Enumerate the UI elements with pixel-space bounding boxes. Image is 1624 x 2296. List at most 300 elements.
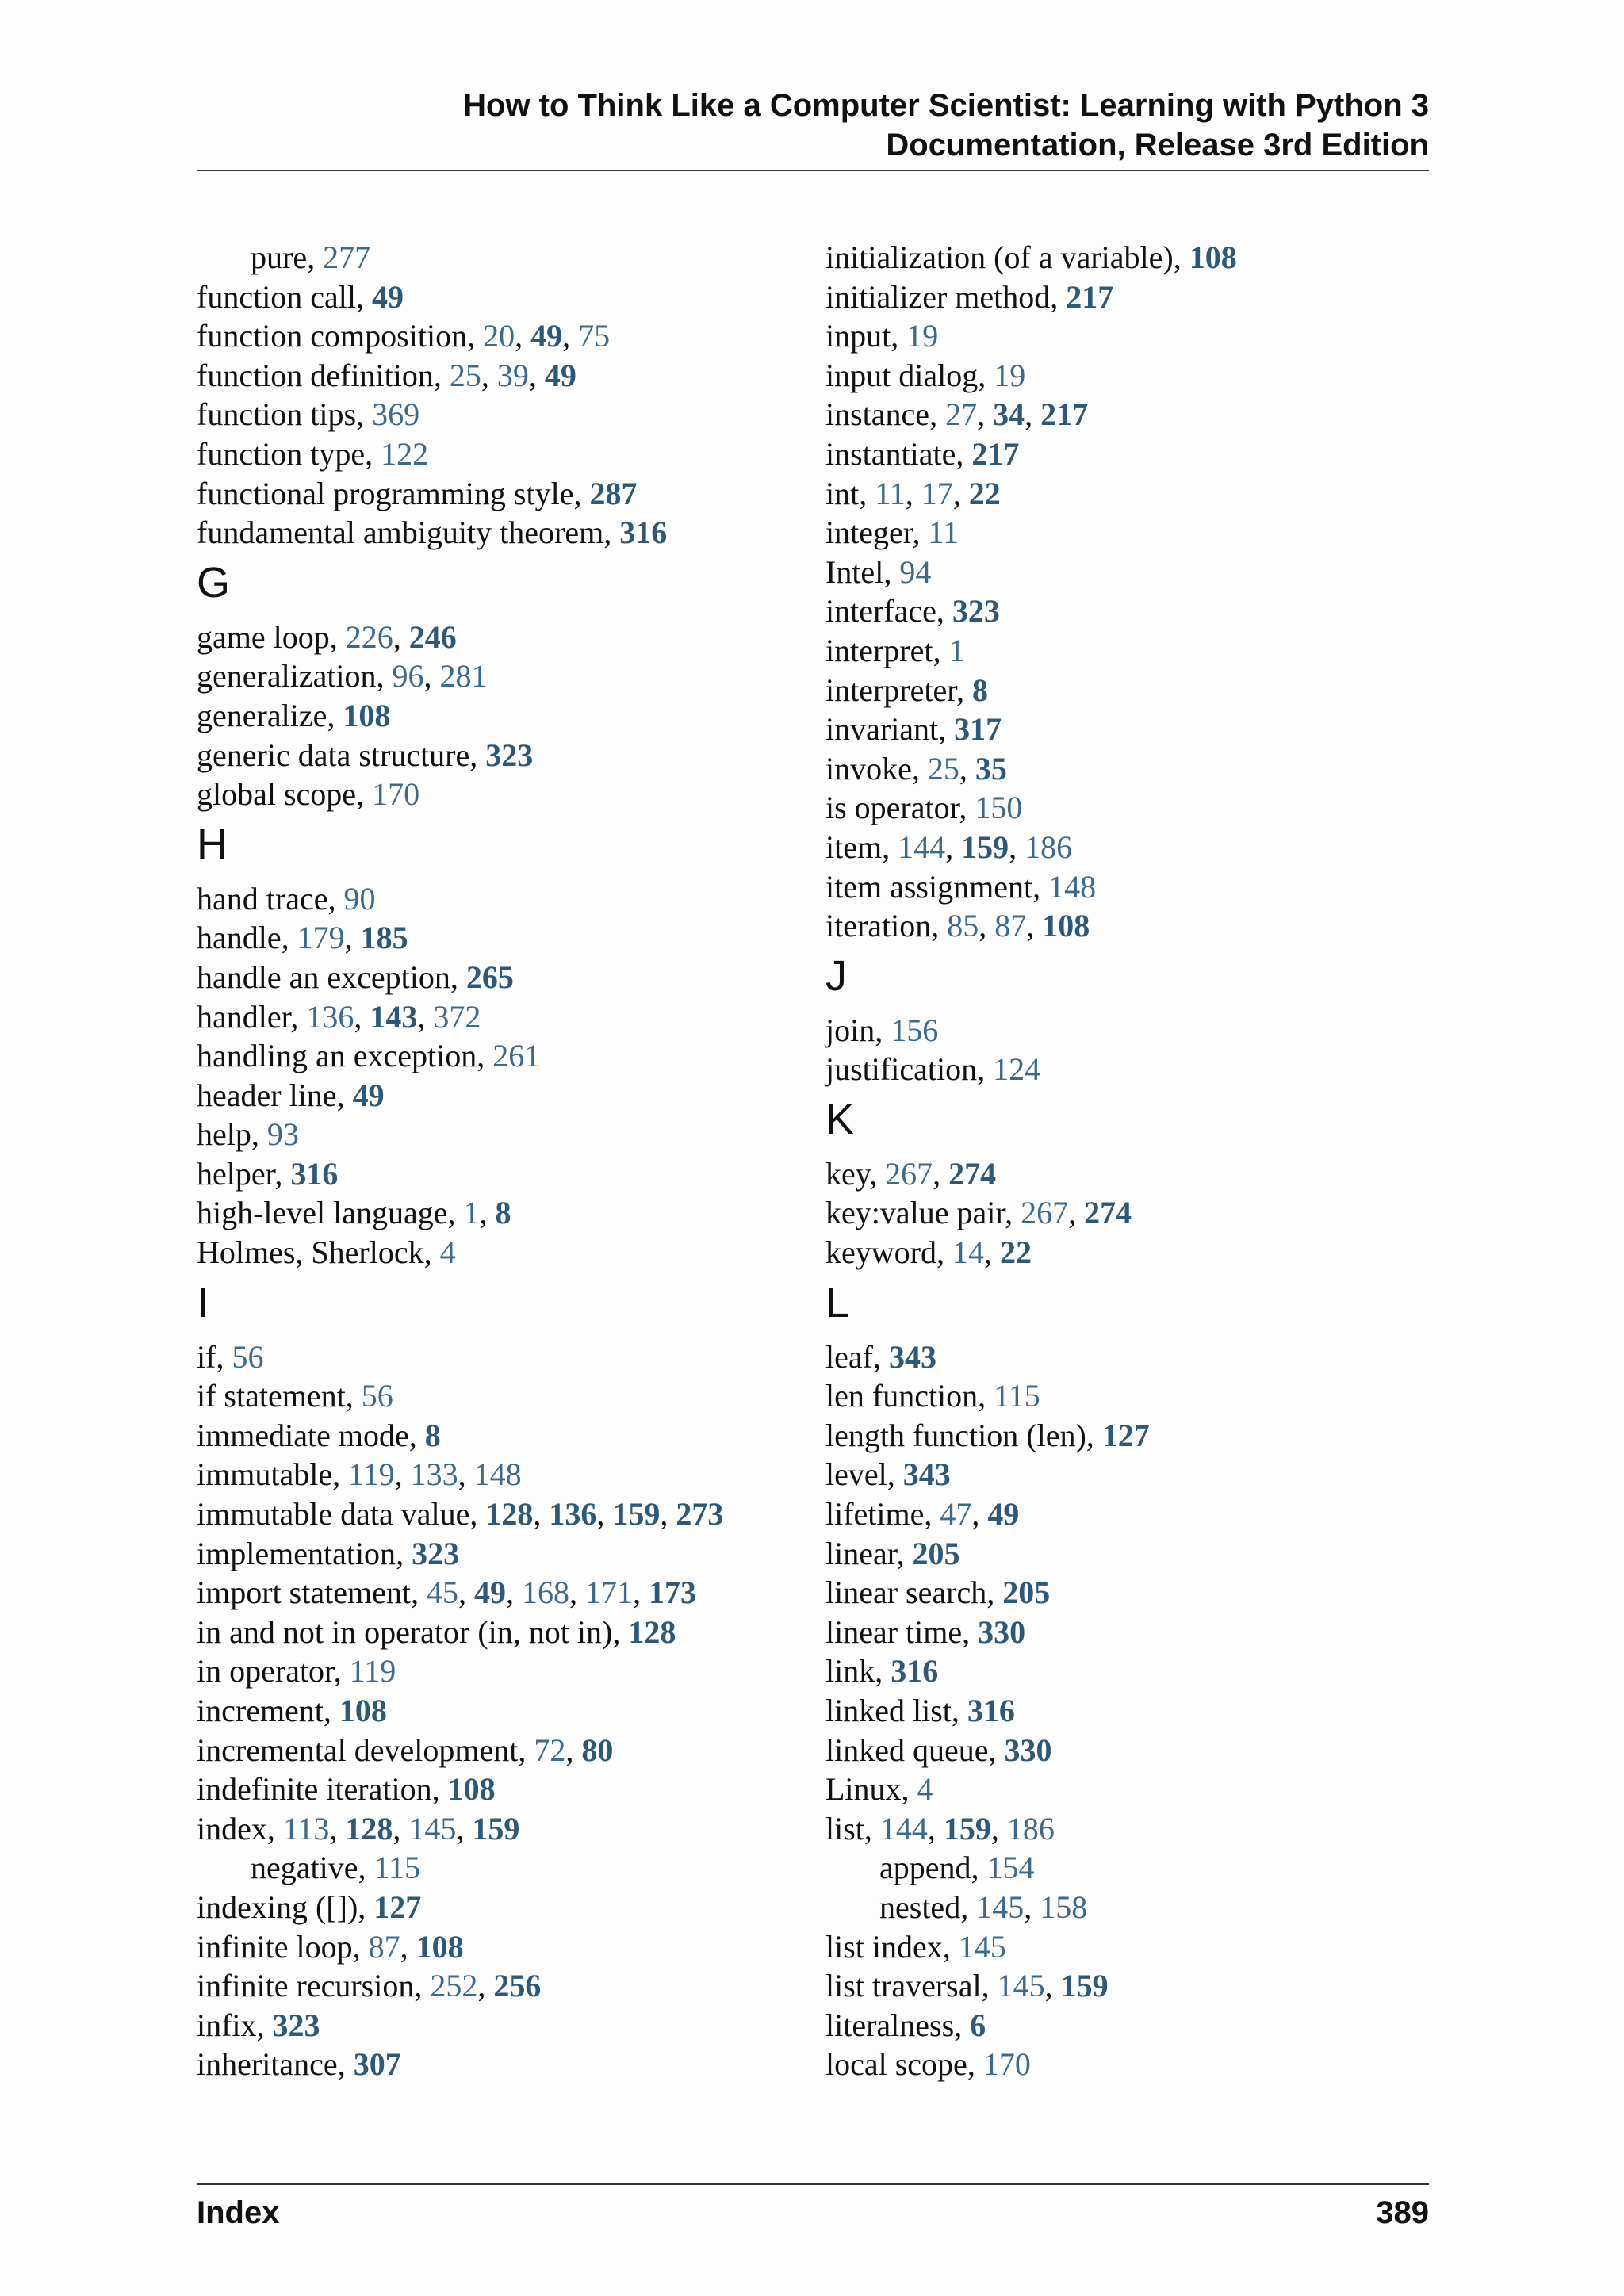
index-term: if statement [197,1378,346,1414]
index-term: list [825,1810,864,1846]
index-entry: implementation, 323 [197,1535,460,1571]
page-reference-link[interactable]: 113 [282,1810,330,1846]
index-entry: list, 144, 159, 186 [825,1810,1055,1846]
page-reference-link[interactable]: 170 [982,2046,1031,2083]
index-term: interpret [825,632,933,668]
page-reference-link[interactable]: 158 [1040,1888,1088,1925]
index-term: justification [825,1051,978,1088]
index-term: nested [879,1888,961,1925]
index-term: generic data structure [197,737,470,773]
page-reference-link[interactable]: 90 [343,880,376,916]
page-reference-link[interactable]: 323 [272,2007,320,2043]
page-reference-link[interactable]: 179 [297,920,345,956]
page-reference-link[interactable]: 47 [940,1496,972,1533]
index-term: linear time [825,1613,963,1650]
index-term: import statement [197,1575,411,1611]
header-rule [197,170,1429,171]
index-term: link [825,1653,875,1689]
index-entry: interpret, 1 [825,632,965,668]
index-term: level [825,1456,887,1493]
index-entry: generalize, 108 [197,697,391,733]
index-term: function type [197,435,366,472]
page-reference-link[interactable]: 316 [891,1653,939,1689]
page-reference-link[interactable]: 122 [381,435,429,472]
page-number: 389 [1376,2195,1429,2230]
index-term: linked list [825,1693,952,1728]
index-term: instantiate [825,435,956,472]
page-reference-link[interactable]: 17 [921,475,953,511]
page-reference-link[interactable]: 49 [473,1575,506,1611]
index-term: hand trace [197,880,328,916]
index-term: len function [825,1378,979,1414]
index-term: instance [825,396,930,433]
page-reference-link[interactable]: 316 [967,1693,1015,1728]
page-reference-link[interactable]: 246 [408,618,457,655]
index-entry: infix, 323 [197,2007,320,2043]
index-entry: linear search, 205 [825,1575,1051,1611]
index-term: initialization (of a variable) [825,239,1174,275]
index-entry: Linux, 4 [825,1771,933,1808]
page-reference-link[interactable]: 217 [971,435,1020,472]
page-reference-link[interactable]: 173 [648,1575,696,1611]
page-reference-link[interactable]: 287 [589,475,638,511]
index-entry: fundamental ambiguity theorem, 316 [197,515,668,551]
index-term: length function (len) [825,1417,1086,1453]
page-reference-link[interactable]: 145 [408,1810,457,1846]
page-reference-link[interactable]: 119 [349,1653,396,1689]
index-term: int [825,475,860,511]
index-subentry: pure, 277 [251,239,371,275]
index-entry: linked list, 316 [825,1693,1015,1728]
page-reference-link[interactable]: 317 [954,711,1002,748]
page-reference-link[interactable]: 159 [1060,1968,1109,2004]
index-term: linked queue [825,1732,989,1768]
page-reference-link[interactable]: 273 [676,1496,724,1533]
index-entry: is operator, 150 [825,790,1023,826]
index-entry: item, 144, 159, 186 [825,828,1073,865]
index-entry: len function, 115 [825,1378,1040,1414]
page-reference-link[interactable]: 72 [534,1732,566,1768]
page-reference-link[interactable]: 4 [917,1771,933,1808]
index-term: negative [251,1850,358,1886]
page-reference-link[interactable]: 115 [373,1850,421,1886]
index-term: is operator [825,790,959,826]
page-reference-link[interactable]: 252 [430,1968,478,2004]
page-reference-link[interactable]: 45 [426,1575,458,1611]
index-entry: global scope, 170 [197,776,420,813]
page-reference-link[interactable]: 115 [994,1378,1040,1414]
index-term: Linux [825,1771,902,1808]
index-entry: initializer method, 217 [825,278,1114,315]
page-reference-link[interactable]: 159 [612,1496,661,1533]
index-term: infix [197,2007,257,2043]
index-letter-heading: G [197,558,231,607]
page-reference-link[interactable]: 34 [993,396,1025,433]
page-reference-link[interactable]: 87 [368,1928,400,1965]
page-reference-link[interactable]: 277 [323,239,371,275]
page-reference-link[interactable]: 323 [952,593,1000,629]
index-entry: infinite recursion, 252, 256 [197,1968,542,2004]
index-entry: justification, 124 [825,1051,1041,1088]
page-reference-link[interactable]: 323 [485,737,534,773]
index-term: linear search [825,1575,987,1611]
index-subentry: nested, 145, 158 [879,1888,1088,1925]
index-entry: helper, 316 [197,1155,339,1192]
index-term: handle [197,920,282,956]
page-reference-link[interactable]: 56 [232,1338,264,1375]
page-reference-link[interactable]: 127 [373,1888,422,1925]
index-term: interface [825,593,936,629]
page-reference-link[interactable]: 1 [948,632,965,668]
index-entry: function call, 49 [197,278,404,315]
index-entry: function tips, 369 [197,396,420,433]
index-entry: int, 11, 17, 22 [825,475,1001,511]
page-reference-link[interactable]: 217 [1040,396,1089,433]
index-term: immutable [197,1456,333,1493]
page-reference-link[interactable]: 156 [891,1012,939,1048]
index-entry: game loop, 226, 246 [197,618,457,655]
index-entry: index, 113, 128, 145, 159 [197,1810,520,1846]
index-term: pure [251,239,308,275]
index-term: generalize [197,697,327,733]
index-entry: infinite loop, 87, 108 [197,1928,464,1965]
page-reference-link[interactable]: 159 [472,1810,520,1846]
index-column-right [825,238,1444,2084]
index-entry: immediate mode, 8 [197,1417,441,1453]
page-reference-link[interactable]: 11 [928,515,959,551]
page-reference-link[interactable]: 49 [372,278,404,315]
index-entry: linear time, 330 [825,1613,1026,1650]
index-term: Holmes, Sherlock [197,1234,424,1271]
index-term: item [825,828,883,865]
page-reference-link[interactable]: 307 [353,2046,401,2083]
page-reference-link[interactable]: 205 [912,1535,960,1571]
index-term: item assignment [825,868,1033,905]
index-column-left [197,238,815,2084]
page-reference-link[interactable]: 143 [370,998,418,1035]
page-reference-link[interactable]: 119 [348,1456,395,1493]
page-reference-link[interactable]: 8 [971,672,988,708]
page-reference-link[interactable]: 108 [339,1693,387,1728]
page-reference-link[interactable]: 154 [986,1850,1035,1886]
index-entry: input dialog, 19 [825,357,1026,393]
index-entry: linked queue, 330 [825,1732,1052,1768]
index-term: keyword [825,1234,936,1271]
page-reference-link[interactable]: 274 [1084,1195,1132,1231]
page-reference-link[interactable]: 11 [875,475,906,511]
page-reference-link[interactable]: 128 [628,1613,676,1650]
index-term: index [197,1810,267,1846]
index-term: literalness [825,2007,955,2043]
index-term: handling an exception [197,1038,477,1074]
page-reference-link[interactable]: 108 [1189,239,1237,275]
index-entry: lifetime, 47, 49 [825,1496,1020,1533]
index-entry: function composition, 20, 49, 75 [197,318,611,354]
page-reference-link[interactable]: 56 [361,1378,393,1414]
page-reference-link[interactable]: 159 [943,1810,991,1846]
page-reference-link[interactable]: 330 [1004,1732,1052,1768]
index-letter-heading: I [197,1278,209,1326]
page-reference-link[interactable]: 226 [345,618,393,655]
index-entry: functional programming style, 287 [197,475,638,511]
page-reference-link[interactable]: 49 [544,357,576,393]
index-term: function tips [197,396,357,433]
index-entry: invariant, 317 [825,711,1002,748]
index-term: indefinite iteration [197,1771,432,1808]
index-letter-heading: L [825,1278,850,1326]
page-reference-link[interactable]: 168 [521,1575,569,1611]
page-reference-link[interactable]: 94 [899,553,932,590]
page-reference-link[interactable]: 261 [492,1038,541,1074]
header-title-line2: Documentation, Release 3rd Edition [886,128,1429,163]
index-entry: function definition, 25, 39, 49 [197,357,576,393]
page-reference-link[interactable]: 108 [343,697,391,733]
page-reference-link[interactable]: 343 [902,1456,951,1493]
page-reference-link[interactable]: 205 [1002,1575,1051,1611]
index-entry: interface, 323 [825,593,1000,629]
index-term: immutable data value [197,1496,470,1533]
index-entry: indefinite iteration, 108 [197,1771,496,1808]
index-entry: list index, 145 [825,1928,1006,1965]
page-reference-link[interactable]: 22 [999,1234,1032,1271]
index-entry: keyword, 14, 22 [825,1234,1032,1271]
footer-rule [197,2183,1429,2185]
page-reference-link[interactable]: 170 [372,776,420,813]
index-entry: invoke, 25, 35 [825,750,1007,786]
page-reference-link[interactable]: 316 [619,515,668,551]
index-entry: indexing ([]), 127 [197,1888,422,1925]
page-reference-link[interactable]: 128 [485,1496,534,1533]
page-reference-link[interactable]: 256 [493,1968,542,2004]
index-term: function composition [197,318,468,354]
index-entry: in operator, 119 [197,1653,396,1689]
index-term: append [879,1850,971,1886]
index-term: input dialog [825,357,979,393]
page-reference-link[interactable]: 85 [947,908,979,944]
page-reference-link[interactable]: 217 [1066,278,1114,315]
page-reference-link[interactable]: 144 [879,1810,928,1846]
index-entry: list traversal, 145, 159 [825,1968,1109,2004]
index-term: invoke [825,750,912,786]
page-reference-link[interactable]: 108 [1042,908,1090,944]
index-term: list traversal [825,1968,982,2004]
index-term: join [825,1012,875,1048]
page-reference-link[interactable]: 49 [352,1077,385,1113]
index-entry: increment, 108 [197,1693,387,1728]
page-reference-link[interactable]: 369 [372,396,420,433]
page-reference-link[interactable]: 108 [416,1928,464,1965]
index-entry: Intel, 94 [825,553,932,590]
page-reference-link[interactable]: 274 [948,1155,997,1192]
index-entry: linear, 205 [825,1535,960,1571]
index-entry: if, 56 [197,1338,264,1375]
index-entry: header line, 49 [197,1077,385,1113]
page-reference-link[interactable]: 372 [433,998,481,1035]
index-term: list index [825,1928,943,1965]
index-entry: item assignment, 148 [825,868,1097,905]
page-reference-link[interactable]: 124 [993,1051,1041,1088]
page-reference-link[interactable]: 19 [906,318,939,354]
index-term: function call [197,278,357,315]
page-reference-link[interactable]: 87 [994,908,1027,944]
index-entry: key, 267, 274 [825,1155,997,1192]
index-entry: function type, 122 [197,435,429,472]
index-term: immediate mode [197,1417,409,1453]
page-reference-link[interactable]: 128 [345,1810,393,1846]
index-entry: handle an exception, 265 [197,959,514,995]
index-entry: instance, 27, 34, 217 [825,396,1089,433]
page-reference-link[interactable]: 343 [888,1338,936,1375]
index-term: initializer method [825,278,1051,315]
page-reference-link[interactable]: 150 [975,790,1023,826]
index-entry: iteration, 85, 87, 108 [825,908,1090,944]
index-letter-heading: K [825,1095,855,1143]
index-term: incremental development [197,1732,519,1768]
page-reference-link[interactable]: 6 [970,2007,986,2043]
page-reference-link[interactable]: 136 [306,998,354,1035]
index-entry: immutable, 119, 133, 148 [197,1456,522,1493]
index-term: handle an exception [197,959,450,995]
page-reference-link[interactable]: 108 [447,1771,496,1808]
footer-section: Index [197,2195,280,2230]
index-term: interpreter [825,672,956,708]
page-reference-link[interactable]: 323 [412,1535,460,1571]
index-term: generalization [197,658,377,695]
index-entry: high-level language, 1, 8 [197,1195,511,1231]
page-reference-link[interactable]: 1 [463,1195,480,1231]
page-reference-link[interactable]: 8 [424,1417,441,1453]
index-term: indexing ([]) [197,1888,358,1925]
page-reference-link[interactable]: 20 [483,318,515,354]
index-letter-heading: H [197,820,228,868]
index-entry: length function (len), 127 [825,1417,1150,1453]
page-reference-link[interactable]: 127 [1101,1417,1150,1453]
page-reference-link[interactable]: 8 [495,1195,511,1231]
index-term: infinite recursion [197,1968,415,2004]
index-entry: handling an exception, 261 [197,1038,541,1074]
page-reference-link[interactable]: 185 [360,920,408,956]
index-entry: local scope, 170 [825,2046,1031,2083]
index-entry: hand trace, 90 [197,880,376,916]
page-reference-link[interactable]: 27 [945,396,978,433]
page-reference-link[interactable]: 14 [952,1234,984,1271]
page-reference-link[interactable]: 267 [885,1155,933,1192]
page-reference-link[interactable]: 145 [958,1928,1006,1965]
page-reference-link[interactable]: 171 [584,1575,633,1611]
page-reference-link[interactable]: 186 [1025,828,1073,865]
page-reference-link[interactable]: 22 [968,475,1001,511]
index-term: helper [197,1155,275,1192]
index-term: Intel [825,553,884,590]
index-term: local scope [825,2046,967,2083]
index-letter-heading: J [825,951,847,1000]
index-entry: help, 93 [197,1116,299,1153]
index-term: if [197,1338,216,1375]
page-reference-link[interactable]: 330 [978,1613,1026,1650]
page-reference-link[interactable]: 281 [439,658,488,695]
page-reference-link[interactable]: 49 [987,1496,1020,1533]
page-reference-link[interactable]: 136 [549,1496,597,1533]
index-term: invariant [825,711,939,748]
page-reference-link[interactable]: 148 [1048,868,1097,905]
index-term: implementation [197,1535,396,1571]
index-term: in and not in operator (in, not in) [197,1613,613,1650]
index-entry: leaf, 343 [825,1338,936,1375]
page-reference-link[interactable]: 19 [994,357,1026,393]
page-reference-link[interactable]: 93 [266,1116,299,1153]
index-entry: inheritance, 307 [197,2046,401,2083]
index-term: iteration [825,908,932,944]
page-reference-link[interactable]: 4 [439,1234,456,1271]
index-term: lifetime [825,1496,925,1533]
page-reference-link[interactable]: 148 [473,1456,522,1493]
page-reference-link[interactable]: 35 [975,750,1007,786]
index-term: help [197,1116,251,1153]
page-reference-link[interactable]: 39 [496,357,529,393]
index-term: leaf [825,1338,873,1375]
page-reference-link[interactable]: 145 [976,1888,1025,1925]
index-subentry: append, 154 [879,1850,1035,1886]
index-entry: Holmes, Sherlock, 4 [197,1234,456,1271]
index-entry: instantiate, 217 [825,435,1020,472]
index-entry: level, 343 [825,1456,951,1493]
page-reference-link[interactable]: 96 [392,658,424,695]
page-reference-link[interactable]: 80 [581,1732,614,1768]
index-term: key [825,1155,870,1192]
page-reference-link[interactable]: 25 [449,357,481,393]
page-reference-link[interactable]: 144 [898,828,946,865]
index-term: high-level language [197,1195,448,1231]
page-reference-link[interactable]: 316 [290,1155,339,1192]
page-reference-link[interactable]: 49 [530,318,563,354]
index-entry: literalness, 6 [825,2007,986,2043]
page-reference-link[interactable]: 159 [961,828,1009,865]
index-entry: import statement, 45, 49, 168, 171, 173 [197,1575,696,1611]
index-entry: handle, 179, 185 [197,920,408,956]
index-entry: generic data structure, 323 [197,737,534,773]
index-entry: key:value pair, 267, 274 [825,1195,1132,1231]
index-entry: join, 156 [825,1012,939,1048]
index-entry: handler, 136, 143, 372 [197,998,481,1035]
index-entry: immutable data value, 128, 136, 159, 273 [197,1496,724,1533]
index-term: increment [197,1693,324,1728]
index-term: function definition [197,357,434,393]
page-reference-link[interactable]: 267 [1021,1195,1069,1231]
index-term: game loop [197,618,330,655]
index-entry: interpreter, 8 [825,672,988,708]
page-reference-link[interactable]: 145 [997,1968,1045,2004]
index-entry: if statement, 56 [197,1378,393,1414]
page-reference-link[interactable]: 75 [578,318,611,354]
index-entry: generalization, 96, 281 [197,658,488,695]
index-term: functional programming style [197,475,574,511]
index-term: linear [825,1535,897,1571]
header-title-line1: How to Think Like a Computer Scientist: Learning with Python 3 [463,88,1429,123]
index-term: in operator [197,1653,334,1689]
index-entry: incremental development, 72, 80 [197,1732,614,1768]
index-entry: integer, 11 [825,515,959,551]
index-term: input [825,318,891,354]
page-reference-link[interactable]: 186 [1006,1810,1055,1846]
index-term: integer [825,515,913,551]
index-entry: in and not in operator (in, not in), 128 [197,1613,676,1650]
index-entry: initialization (of a variable), 108 [825,239,1237,275]
page-reference-link[interactable]: 25 [927,750,959,786]
index-entry: link, 316 [825,1653,939,1689]
index-term: fundamental ambiguity theorem [197,515,604,551]
page-reference-link[interactable]: 265 [465,959,514,995]
page-reference-link[interactable]: 133 [410,1456,458,1493]
